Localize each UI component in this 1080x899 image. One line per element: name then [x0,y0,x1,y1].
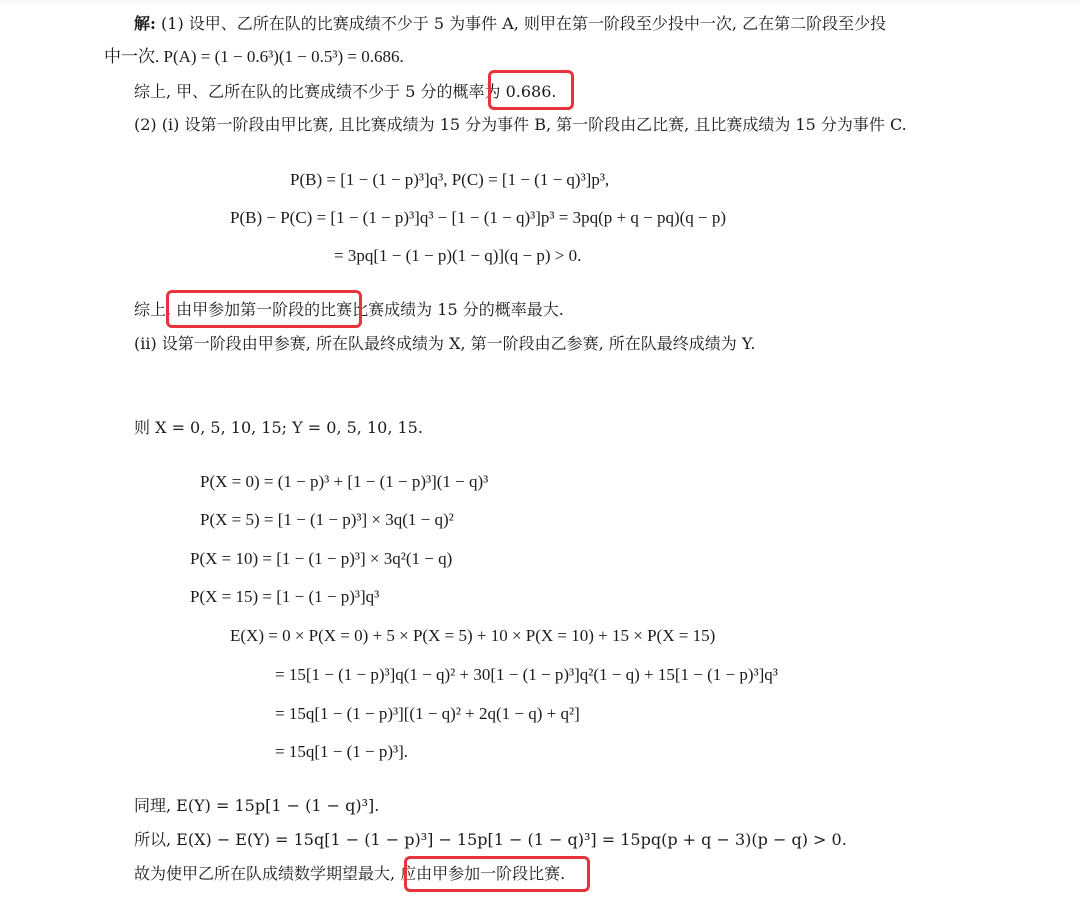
part3-intro: (ii) 设第一阶段由甲参赛, 所在队最终成绩为 X, 第一阶段由乙参赛, 所在队最终成绩为 Y. [134,334,756,353]
equation-pb-pc: P(B) = [1 − (1 − p)³]q³, P(C) = [1 − (1 − q)³]p³, [290,170,610,189]
px-0-formula: P(X = 0) = (1 − p)³ + [1 − (1 − p)³](1 − q)³ [200,472,489,491]
expectation-line-3: = 15q[1 − (1 − p)³][(1 − q)² + 2q(1 − q) + q²] [275,704,580,723]
expectation-line-2: = 15[1 − (1 − p)³]q(1 − q)² + 30[1 − (1 − p)³]q²(1 − q) + 15[1 − (1 − p)³]q³ [275,665,778,684]
part2-intro: (2) (i) 设第一阶段由甲比赛, 且比赛成绩为 15 分为事件 B, 第一阶段由乙比赛, 且比赛成绩为 15 分为事件 C. [134,115,907,134]
equation-difference-1: P(B) − P(C) = [1 − (1 − p)³]q³ − [1 − (1 − q)³]p³ = 3pq(p + q − pq)(q − p) [230,208,727,227]
solution-line-1 [134,14,886,34]
px-15-formula: P(X = 15) = [1 − (1 − p)³]q³ [190,587,380,606]
final-conclusion: 故为使甲乙所在队成绩数学期望最大, 应由甲参加一阶段比赛. [134,864,566,883]
value-range: 则 X = 0, 5, 10, 15; Y = 0, 5, 10, 15. [134,418,423,437]
part1-probability-formula: 中一次. P(A) = (1 − 0.6³)(1 − 0.5³) = 0.686. [104,47,404,66]
part2-conclusion: 综上, 由甲参加第一阶段的比赛比赛成绩为 15 分的概率最大. [134,300,564,319]
expectation-line-1: E(X) = 0 × P(X = 0) + 5 × P(X = 5) + 10 × P(X = 10) + 15 × P(X = 15) [230,626,716,645]
px-10-formula: P(X = 10) = [1 − (1 − p)³] × 3q²(1 − q) [190,549,453,568]
px-5-formula: P(X = 5) = [1 − (1 − p)³] × 3q(1 − q)² [200,510,454,529]
difference-formula: 所以, E(X) − E(Y) = 15q[1 − (1 − p)³] − 15p[1 − (1 − q)³] = 15pq(p + q − 3)(p − q) > 0. [134,830,847,849]
top-edge [0,0,1080,4]
part1-conclusion: 综上, 甲、乙所在队的比赛成绩不少于 5 分的概率为 0.686. [134,82,557,101]
part1-statement: (1) 设甲、乙所在队的比赛成绩不少于 5 为事件 A, 则甲在第一阶段至少投中一次, 乙在第二阶段至少投 [161,14,887,33]
equation-difference-2: = 3pq[1 − (1 − p)(1 − q)](q − p) > 0. [334,246,582,265]
solution-label: 解: [134,14,156,33]
ey-formula: 同理, E(Y) = 15p[1 − (1 − q)³]. [134,796,380,815]
expectation-line-4: = 15q[1 − (1 − p)³]. [275,742,409,761]
